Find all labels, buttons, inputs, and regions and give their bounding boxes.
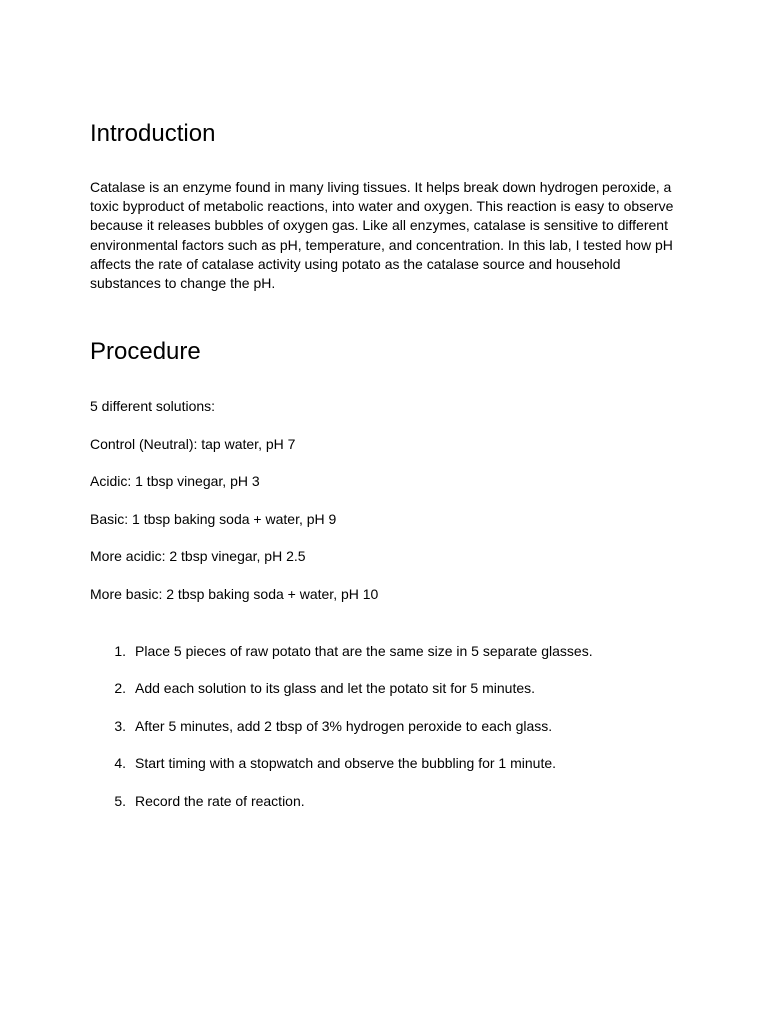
solution-item: More basic: 2 tbsp baking soda + water, pH 10 [90, 586, 379, 602]
step-number: 4. [114, 755, 126, 771]
introduction-paragraph: Catalase is an enzyme found in many living tissues. It helps break down hydrogen peroxide, a toxic byproduct of metabolic reactions, into water and oxygen. This reaction is easy to observe because it releases bubbles of oxygen gas. Like all enzymes, catalase is sensitive to different environmental factors such as pH, temperature, and concentration. In this lab, I tested how pH affects the rate of catalase activity using potato as the catalase source and household substances to change the pH. [90, 179, 674, 292]
step-number: 3. [114, 718, 126, 734]
solution-item: Basic: 1 tbsp baking soda + water, pH 9 [90, 511, 337, 527]
solution-item: Control (Neutral): tap water, pH 7 [90, 436, 296, 452]
step-text: Record the rate of reaction. [135, 793, 305, 809]
step-text: Start timing with a stopwatch and observe the bubbling for 1 minute. [135, 755, 557, 771]
step-text: Place 5 pieces of raw potato that are the same size in 5 separate glasses. [135, 643, 593, 659]
step-number: 5. [114, 793, 126, 809]
solutions-intro: 5 different solutions: [90, 398, 216, 414]
solution-item: More acidic: 2 tbsp vinegar, pH 2.5 [90, 548, 306, 564]
step-number: 1. [114, 643, 126, 659]
step-text: Add each solution to its glass and let the potato sit for 5 minutes. [135, 680, 536, 696]
solution-item: Acidic: 1 tbsp vinegar, pH 3 [90, 473, 260, 489]
procedure-heading: Procedure [90, 338, 201, 365]
introduction-heading: Introduction [90, 120, 216, 147]
step-text: After 5 minutes, add 2 tbsp of 3% hydrogen peroxide to each glass. [135, 718, 553, 734]
step-number: 2. [114, 680, 126, 696]
